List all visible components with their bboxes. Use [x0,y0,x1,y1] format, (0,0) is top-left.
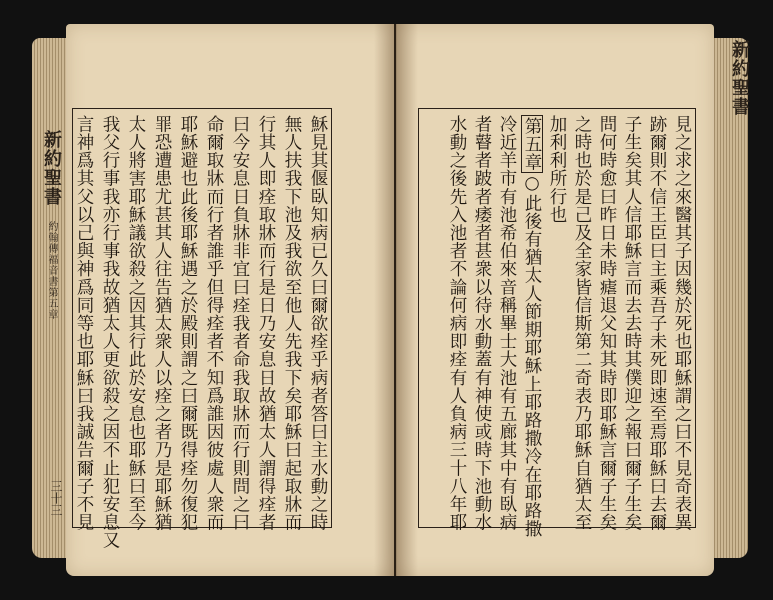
right-column-8: 冷近羊市有池希伯來音稱畢士大池有五廊其中有臥病 [497,115,517,532]
left-column-1: 言神爲其父以己與神爲同等也耶穌曰我誠告爾子不見 [74,115,94,532]
right-margin-title: 新約聖書 [729,40,750,116]
right-column-3: 子生矣其人信耶穌言而去去時其僕迎之報曰爾子生矣 [622,115,642,532]
left-column-8: 行其人即痊取牀而行是日乃安息日故猶太人謂得痊者 [256,115,276,532]
left-margin-subtitle: 約翰傳福音書第五章 [46,221,57,321]
right-column-7-text: ○此後有猶太人節期耶穌上耶路撒冷在耶路撒 [522,173,542,538]
left-column-6: 命爾取牀而行者誰乎但得痊者不知爲誰因彼處人衆而 [204,115,224,532]
chapter-heading: 第五章 [522,117,542,172]
right-column-2: 跡爾則不信王臣曰主乘吾子未死即速至焉耶穌曰去爾 [647,115,667,532]
right-column-10: 水動之後先入池者不論何病即痊有人負病三十八年耶 [447,115,467,532]
left-column-2: 我父行事我亦行事我故猶太人更欲殺之因不止犯安息又 [100,115,120,550]
left-column-9: 無人扶我下池及我欲至他人先我下矣耶穌曰起取牀而 [282,115,302,532]
left-column-10: 穌見其偃臥知病已久曰爾欲痊乎病者答曰主水動之時 [308,115,328,532]
left-text-frame [72,108,332,550]
left-margin-header [34,130,64,430]
right-column-4: 問何時愈曰昨日未時瘧退父知其時即耶穌言爾子生矣 [597,115,617,532]
left-page-number: 三十三 [49,480,63,516]
open-book [14,10,761,592]
right-column-6: 加利利所行也 [547,115,567,224]
right-column-1: 見之求之來醫其子因幾於死也耶穌謂之曰不見奇表異 [672,115,692,532]
right-column-9: 者瞽者跛者痿者甚衆以待水動蓋有神使或時下池動水 [472,115,492,532]
right-column-5: 之時也於是己及全家皆信斯第二奇表乃耶穌自猶太至 [572,115,592,532]
right-text-frame [418,108,696,538]
left-margin-title: 新約聖書 [41,130,62,206]
left-column-4: 罪恐遭患尤甚其人往告猶太衆人以痊之者乃是耶穌猶 [152,115,172,532]
left-column-5: 耶穌避也此後耶穌遇之於殿則謂之曰爾既得痊勿復犯 [178,115,198,532]
left-column-7: 曰今安息日負牀非宜曰痊我者命我取牀而行則問之曰 [230,115,250,532]
right-column-7 [519,115,545,538]
book-gutter [374,24,418,576]
left-column-3: 太人將害耶穌議欲殺之因其行此於安息也耶穌曰至今 [126,115,146,532]
